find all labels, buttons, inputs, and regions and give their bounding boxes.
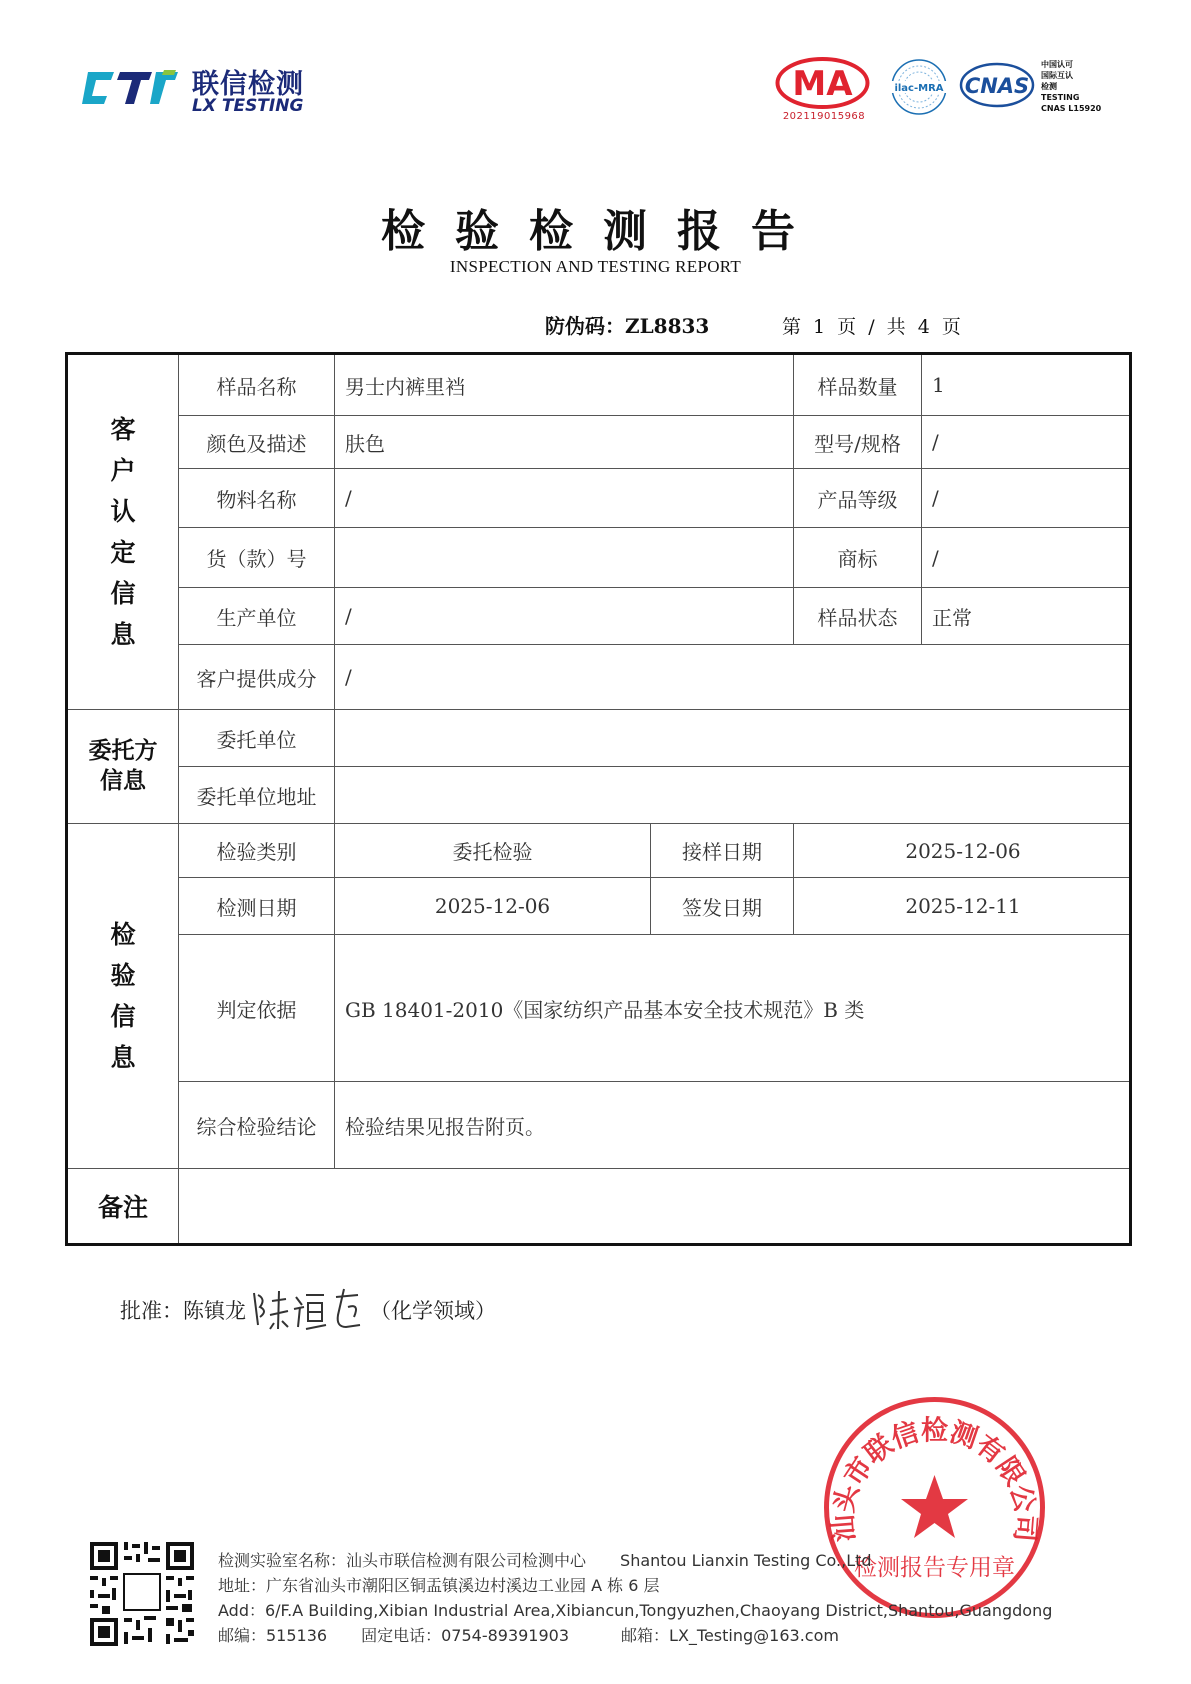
certification-marks: [775, 55, 1120, 130]
conclusion-label: 综合检验结论: [196, 1114, 317, 1139]
client-address-value: [335, 767, 1132, 823]
phone: 固定电话：0754-89391903: [361, 1626, 570, 1645]
test-date-label: 检测日期: [216, 895, 297, 920]
footer-contact-line: [218, 1623, 1052, 1648]
seal-bottom-text: 检测报告专用章: [854, 1555, 1015, 1581]
sample-qty-label: 样品数量: [817, 374, 898, 399]
approver-name: 批准：陈镇龙: [120, 1299, 246, 1323]
handwritten-signature: [248, 1285, 368, 1335]
email: 邮箱：LX_Testing@163.com: [621, 1626, 839, 1645]
model-value: /: [932, 430, 939, 454]
group-client-info: 委托方 信息: [88, 737, 158, 794]
lab-name-en: Shantou Lianxin Testing Co.,Ltd: [620, 1551, 872, 1570]
test-date-value: 2025-12-06: [434, 894, 551, 918]
issue-date-value: 2025-12-11: [905, 894, 1021, 918]
logo-chinese-name: 联信检测: [192, 69, 304, 100]
producer-value: /: [345, 604, 352, 628]
svg-text:MA: MA: [792, 64, 853, 104]
remark-value: [179, 1169, 1132, 1246]
sample-name-label: 样品名称: [216, 374, 297, 399]
cnas-caption: 中国认可 国际互认 检测 TESTING CNAS L15920: [1041, 60, 1102, 113]
inspection-type-value: 委托检验: [452, 840, 533, 864]
ilac-mra-icon: [887, 57, 951, 117]
grade-value: /: [932, 486, 939, 510]
group-remark: 备注: [97, 1192, 148, 1222]
svg-text:CNAS: CNAS: [964, 74, 1030, 98]
report-table: [65, 352, 1132, 1246]
model-label: 型号/规格: [814, 431, 901, 456]
conclusion-value: 检验结果见报告附页。: [345, 1114, 545, 1139]
anti-counterfeit-code: 防伪码：ZL8833: [545, 314, 710, 338]
sample-name-value: 男士内裤里裆: [345, 374, 465, 399]
company-logo: [80, 60, 320, 120]
client-address-label: 委托单位地址: [196, 784, 317, 809]
receive-date-label: 接样日期: [682, 840, 762, 864]
footer-address-en: Add：6/F.A Building,Xibian Industrial Area,Xibiancun,Tongyuzhen,Chaoyang District,Shantou,Guangdong: [218, 1601, 1053, 1620]
composition-value: /: [345, 665, 352, 689]
report-subtitle: INSPECTION AND TESTING REPORT: [449, 257, 742, 276]
item-no-value: [335, 528, 793, 587]
material-value: /: [345, 486, 352, 510]
receive-date-value: 2025-12-06: [905, 838, 1021, 863]
composition-label: 客户提供成分: [196, 666, 317, 691]
seal-ring-text: 汕头市联信检测有限公司: [827, 1415, 1042, 1543]
sample-qty-value: 1: [932, 373, 945, 397]
approver-field: （化学领域）: [370, 1299, 496, 1323]
color-label: 颜色及描述: [206, 431, 307, 456]
report-title: 检验检测报告: [381, 206, 825, 257]
group-customer-info: 客 户 认 定 信 息: [110, 415, 136, 649]
color-value: 肤色: [345, 431, 385, 456]
material-label: 物料名称: [216, 487, 297, 512]
svg-text:ilac-MRA: ilac-MRA: [894, 83, 944, 94]
client-unit-value: [335, 710, 1132, 766]
group-inspection-info: 检 验 信 息: [110, 919, 136, 1072]
footer-lab-line: 检测实验室名称：汕头市联信检测有限公司检测中心 Shantou Lianxin Testing Co.,Ltd: [218, 1551, 872, 1570]
issue-date-label: 签发日期: [682, 895, 762, 920]
cma-number: 202119015968: [782, 111, 866, 122]
state-value: 正常: [932, 605, 972, 630]
approver-line: [120, 1285, 496, 1335]
footer-contact: [218, 1548, 1052, 1648]
page-indicator: 第 1 页 / 共 4 页: [782, 316, 961, 338]
qr-code-icon: [88, 1540, 196, 1648]
brand-label: 商标: [837, 547, 878, 571]
lxt-logo-icon: [80, 66, 180, 110]
producer-label: 生产单位: [216, 605, 297, 630]
cnas-mark-icon: [959, 61, 1035, 109]
postcode: 邮编：515136: [218, 1626, 328, 1645]
lab-name-cn: 汕头市联信检测有限公司检测中心: [346, 1551, 587, 1570]
footer-address-cn: 地址：广东省汕头市潮阳区铜盂镇溪边村溪边工业园 A 栋 6 层: [218, 1576, 660, 1595]
logo-english-name: LX TESTING: [192, 96, 304, 116]
basis-value: GB 18401-2010《国家纺织产品基本安全技术规范》B 类: [345, 997, 865, 1022]
state-label: 样品状态: [817, 605, 898, 630]
item-no-label: 货（款）号: [206, 547, 307, 571]
inspection-type-label: 检验类别: [216, 840, 297, 864]
brand-value: /: [932, 545, 939, 570]
client-unit-label: 委托单位: [216, 727, 297, 752]
grade-label: 产品等级: [817, 487, 898, 512]
basis-label: 判定依据: [216, 997, 297, 1022]
cma-mark-icon: [775, 57, 870, 109]
